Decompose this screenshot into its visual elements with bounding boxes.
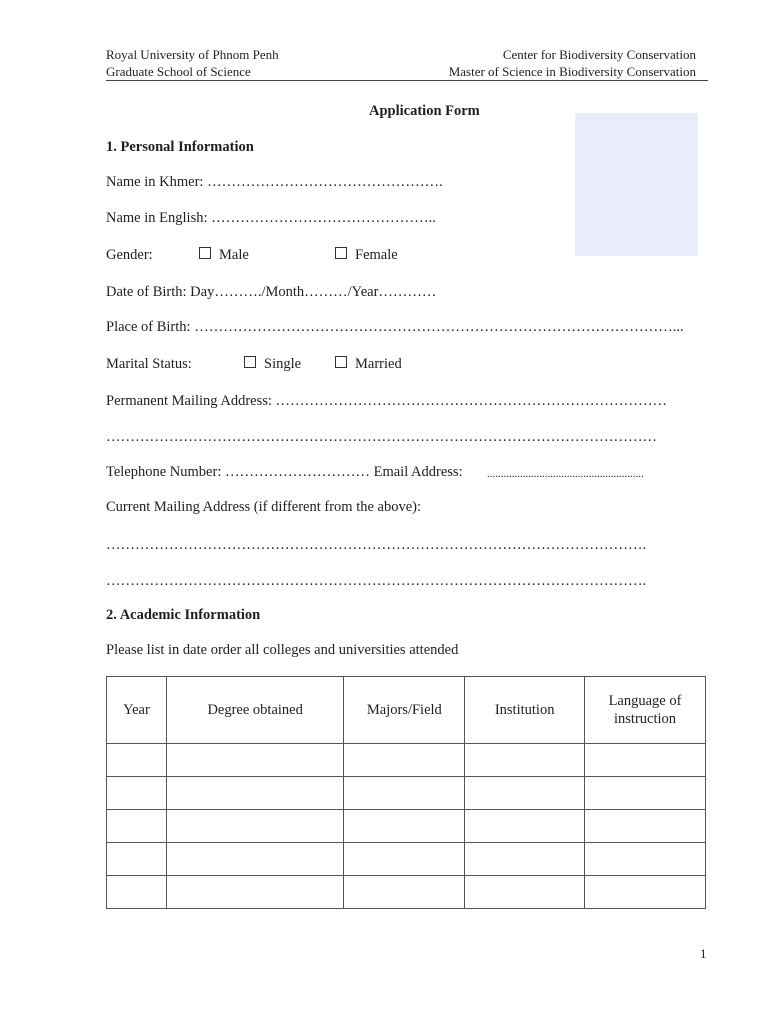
- current-address-line2[interactable]: ………………………………………………………………………………………………….: [106, 573, 647, 589]
- name-english-field[interactable]: Name in English: ………………………………………..: [106, 210, 436, 226]
- photo-box[interactable]: [575, 113, 698, 256]
- table-row: [107, 744, 706, 777]
- female-checkbox[interactable]: [335, 247, 347, 259]
- table-row: [107, 876, 706, 909]
- dob-field[interactable]: Date of Birth: Day………./Month………/Year…………: [106, 284, 437, 300]
- married-label: Married: [355, 356, 402, 372]
- col-institution-header: Institution: [465, 677, 585, 744]
- married-checkbox[interactable]: [335, 356, 347, 368]
- permanent-address-field[interactable]: Permanent Mailing Address: ………………………………………………………………………: [106, 393, 668, 409]
- single-checkbox[interactable]: [244, 356, 256, 368]
- table-row: [107, 843, 706, 876]
- table-cell[interactable]: [585, 744, 706, 777]
- table-cell[interactable]: [166, 843, 344, 876]
- table-cell[interactable]: [107, 810, 167, 843]
- academic-table: [106, 676, 706, 909]
- gender-label: Gender:: [106, 247, 153, 263]
- marital-status-label: Marital Status:: [106, 356, 192, 372]
- table-cell[interactable]: [166, 777, 344, 810]
- header-school: Graduate School of Science: [106, 64, 251, 79]
- header-program: Master of Science in Biodiversity Conservation: [448, 64, 696, 79]
- table-cell[interactable]: [465, 843, 585, 876]
- table-cell[interactable]: [344, 777, 465, 810]
- section-personal-heading: 1. Personal Information: [106, 139, 254, 155]
- col-degree-header: Degree obtained: [166, 677, 344, 744]
- page-number: 1: [700, 946, 707, 961]
- table-cell[interactable]: [585, 843, 706, 876]
- table-cell[interactable]: [107, 777, 167, 810]
- table-cell[interactable]: [465, 876, 585, 909]
- table-row: [107, 810, 706, 843]
- table-cell[interactable]: [166, 810, 344, 843]
- table-cell[interactable]: [465, 810, 585, 843]
- permanent-address-continuation[interactable]: ……………………………………………………………………………………………………: [106, 429, 657, 445]
- header-divider: [106, 80, 708, 81]
- table-header-row: [107, 677, 706, 744]
- col-language-header: Language of instruction: [585, 677, 706, 744]
- table-cell[interactable]: [465, 777, 585, 810]
- male-label: Male: [219, 247, 249, 263]
- single-label: Single: [264, 356, 302, 372]
- gender-female-option[interactable]: [335, 247, 398, 264]
- place-of-birth-field[interactable]: Place of Birth: ………………………………………………………………………………………...: [106, 319, 684, 335]
- section-academic-heading: 2. Academic Information: [106, 607, 261, 623]
- table-cell[interactable]: [344, 810, 465, 843]
- table-cell[interactable]: [344, 744, 465, 777]
- table-cell[interactable]: [344, 876, 465, 909]
- table-cell[interactable]: [585, 777, 706, 810]
- marital-single-option[interactable]: [244, 356, 301, 373]
- female-label: Female: [355, 247, 398, 263]
- table-cell[interactable]: [344, 843, 465, 876]
- current-address-label: Current Mailing Address (if different from the above):: [106, 499, 422, 515]
- academic-instruction: Please list in date order all colleges and universities attended: [106, 642, 459, 658]
- telephone-field[interactable]: Telephone Number: ………………………… Email Address:: [106, 464, 463, 480]
- table-cell[interactable]: [107, 843, 167, 876]
- male-checkbox[interactable]: [199, 247, 211, 259]
- col-majors-header: Majors/Field: [344, 677, 465, 744]
- col-year-header: Year: [107, 677, 167, 744]
- gender-male-option[interactable]: [199, 247, 249, 264]
- name-khmer-field[interactable]: Name in Khmer: ………………………………………….: [106, 174, 443, 190]
- table-cell[interactable]: [585, 810, 706, 843]
- current-address-line1[interactable]: ………………………………………………………………………………………………….: [106, 537, 647, 553]
- header-university: Royal University of Phnom Penh: [106, 47, 279, 62]
- form-title: Application Form: [369, 103, 480, 119]
- header-center: Center for Biodiversity Conservation: [502, 47, 696, 62]
- table-cell[interactable]: [585, 876, 706, 909]
- table-cell[interactable]: [166, 744, 344, 777]
- table-cell[interactable]: [107, 744, 167, 777]
- marital-married-option[interactable]: [335, 356, 402, 373]
- table-cell[interactable]: [107, 876, 167, 909]
- table-row: [107, 777, 706, 810]
- table-cell[interactable]: [166, 876, 344, 909]
- table-cell[interactable]: [465, 744, 585, 777]
- email-field[interactable]: .........................................................: [487, 468, 644, 480]
